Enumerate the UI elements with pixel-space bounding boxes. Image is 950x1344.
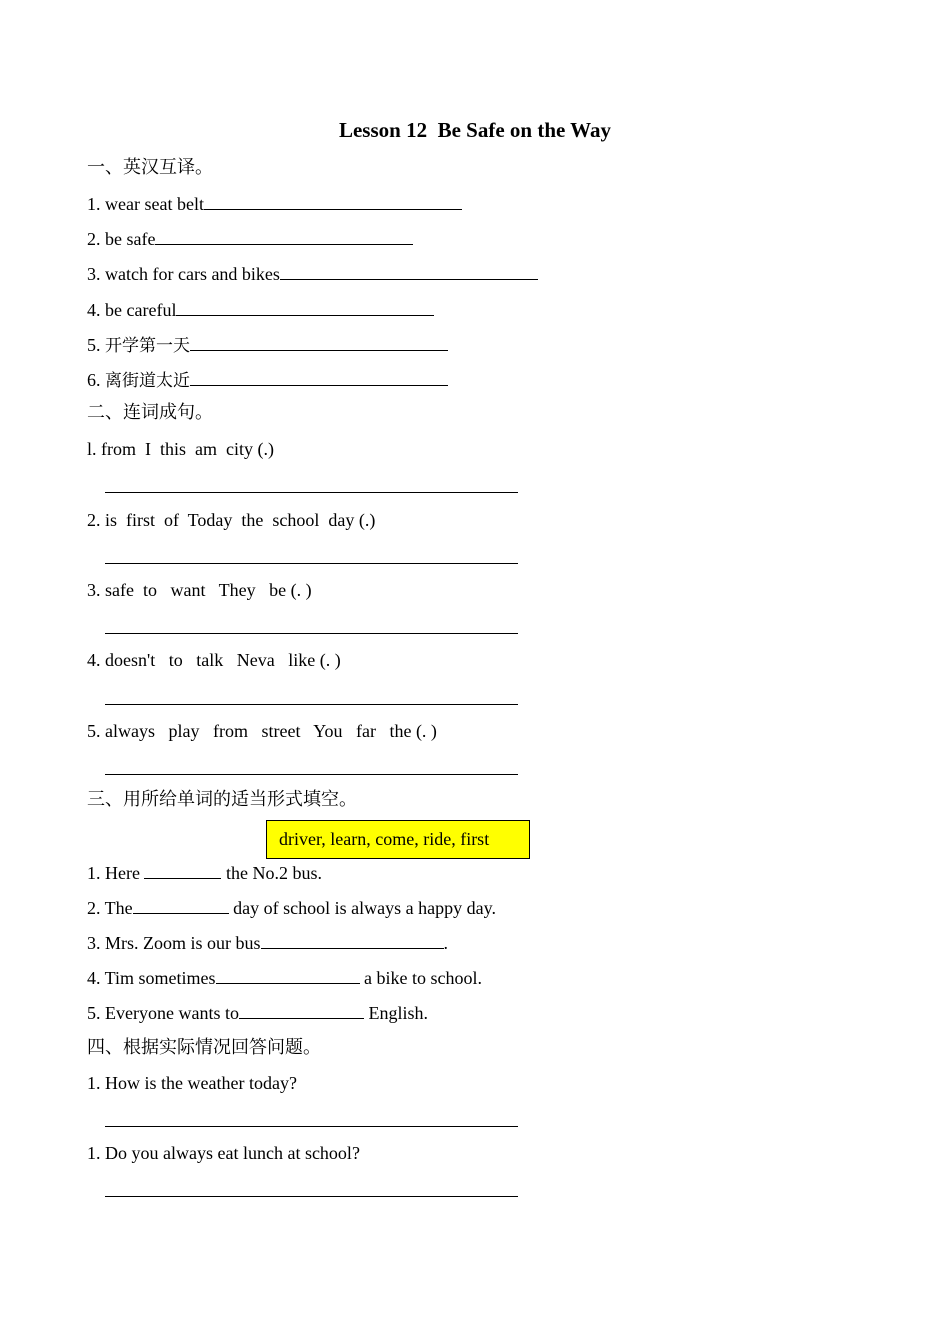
s1-item-5-num: 5. (87, 335, 105, 355)
s1-item-1-blank[interactable] (204, 192, 462, 210)
s3-item-2 (87, 896, 496, 919)
s1-item-1-text: 1. wear seat belt (87, 194, 204, 214)
s1-item-4 (87, 298, 434, 321)
s3-item-3 (87, 931, 448, 954)
s1-item-3-blank[interactable] (280, 262, 538, 280)
s2-item-3: 3. safe to want They be (. ) (87, 580, 312, 600)
s1-item-5 (87, 333, 448, 357)
s3-item-2-blank[interactable] (133, 896, 229, 914)
s4-item-1: 1. How is the weather today? (87, 1073, 297, 1093)
s2-answer-line-3[interactable] (105, 633, 518, 634)
s2-answer-line-5[interactable] (105, 774, 518, 775)
s4-answer-line-1[interactable] (105, 1126, 518, 1127)
section-1-heading: 一、英汉互译。 (87, 157, 213, 178)
s3-item-5-before: 5. Everyone wants to (87, 1003, 239, 1023)
s3-item-1-after: the No.2 bus. (221, 863, 322, 883)
s3-item-1-before: 1. Here (87, 863, 145, 883)
s2-item-1: l. from I this am city (.) (87, 439, 274, 459)
s1-item-6-num: 6. (87, 370, 105, 390)
s3-item-5 (87, 1001, 428, 1024)
s3-item-4-blank[interactable] (216, 966, 360, 984)
s1-item-3 (87, 262, 538, 285)
s3-item-1 (87, 861, 322, 884)
s2-item-4: 4. doesn't to talk Neva like (. ) (87, 650, 341, 670)
s1-item-2-text: 2. be safe (87, 229, 156, 249)
s3-item-3-blank[interactable] (261, 931, 444, 949)
s2-answer-line-1[interactable] (105, 492, 518, 493)
s1-item-1 (87, 192, 462, 215)
s3-item-5-after: English. (363, 1003, 428, 1023)
s3-item-2-before: 2. The (87, 898, 133, 918)
s1-item-6 (87, 368, 448, 392)
page-title: Lesson 12 Be Safe on the Way (338, 118, 612, 142)
s3-item-5-blank[interactable] (239, 1001, 364, 1019)
section-2-heading: 二、连词成句。 (87, 402, 213, 423)
s1-item-6-blank[interactable] (190, 368, 448, 386)
s3-item-4-after: a bike to school. (359, 968, 483, 988)
section-4-heading: 四、根据实际情况回答问题。 (87, 1037, 321, 1058)
s2-item-5: 5. always play from street You far the (. ) (87, 721, 437, 741)
s1-item-4-blank[interactable] (176, 298, 434, 316)
s3-item-4 (87, 966, 482, 989)
s3-item-4-before: 4. Tim sometimes (87, 968, 216, 988)
s2-answer-line-2[interactable] (105, 563, 518, 564)
s4-item-2: 1. Do you always eat lunch at school? (87, 1143, 360, 1163)
s1-item-3-text: 3. watch for cars and bikes (87, 264, 280, 284)
s4-answer-line-2[interactable] (105, 1196, 518, 1197)
s1-item-5-blank[interactable] (190, 333, 448, 351)
s1-item-5-text: 开学第一天 (105, 336, 190, 356)
s1-item-2 (87, 227, 413, 250)
s2-answer-line-4[interactable] (105, 704, 518, 705)
s1-item-2-blank[interactable] (155, 227, 413, 245)
s3-item-3-before: 3. Mrs. Zoom is our bus (87, 933, 261, 953)
s2-item-2: 2. is first of Today the school day (.) (87, 510, 376, 530)
section-3-heading: 三、用所给单词的适当形式填空。 (87, 789, 357, 810)
s1-item-4-text: 4. be careful (87, 300, 177, 320)
s3-item-1-blank[interactable] (144, 861, 221, 879)
s1-item-6-text: 离街道太近 (105, 371, 190, 391)
word-bank-box: driver, learn, come, ride, first (266, 820, 530, 859)
s3-item-3-after: . (443, 933, 449, 953)
s3-item-2-after: day of school is always a happy day. (228, 898, 496, 918)
